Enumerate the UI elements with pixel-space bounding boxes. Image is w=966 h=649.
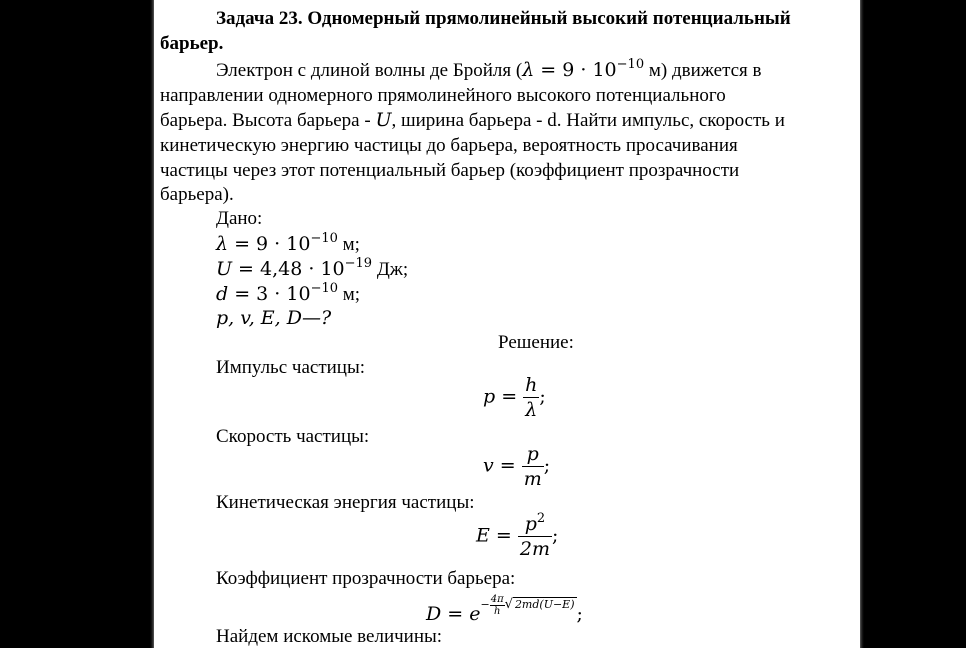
f3-lhs: E = [476, 524, 512, 547]
f1-num: h [525, 374, 538, 396]
find-values-label: Найдем искомые величины: [216, 626, 443, 647]
problem-line-2: направлении одномерного прямолинейного высокого потенциального [160, 85, 726, 106]
given-exp: −10 [310, 281, 338, 296]
problem-l1-post: ) движется в [660, 60, 762, 81]
problem-l1-eq: = 9 · 10 [534, 59, 617, 81]
f1-lhs: p = [483, 385, 518, 408]
given-unit: м; [338, 284, 361, 305]
f3-den: 2m [519, 538, 550, 560]
given-var: d [216, 283, 229, 305]
energy-label: Кинетическая энергия частицы: [216, 492, 475, 513]
given-find: p, v, E, D—? [216, 307, 332, 329]
f4-lhs: D = e [426, 603, 481, 625]
problem-l1-unit: м [644, 60, 661, 81]
f3-num-base: p [524, 513, 537, 535]
given-var: U [216, 258, 233, 280]
f2-tail: ; [543, 454, 551, 477]
given-unit: м; [337, 234, 360, 255]
f4-exp-fraction [490, 594, 505, 617]
problem-line-1 [216, 58, 762, 83]
given-exp: −19 [344, 256, 373, 271]
solution-label: Решение: [498, 332, 574, 353]
problem-line-4: кинетическую энергию частицы до барьера, вероятность просачивания [160, 135, 738, 156]
problem-l3-post: , ширина барьера - d. Найти импульс, скорость и [391, 110, 785, 131]
problem-l1-pre: Электрон с длиной волны де Бройля ( [216, 60, 523, 81]
f2-lhs: v = [483, 454, 516, 477]
problem-line-3 [160, 108, 785, 133]
f2-fraction [522, 442, 544, 491]
given-exp: −10 [310, 231, 338, 246]
given-var: λ [216, 233, 229, 255]
formula-velocity [483, 442, 550, 491]
problem-line-5: частицы через этот потенциальный барьер (коэффициент прозрачности [160, 160, 740, 181]
transparency-label: Коэффициент прозрачности барьера: [216, 568, 516, 589]
given-eq: = 3 · 10 [228, 283, 311, 305]
title-line-1: Задача 23. Одномерный прямолинейный высокий потенциальный [216, 8, 791, 29]
f2-den: m [523, 468, 542, 490]
problem-u-var: U [375, 109, 392, 131]
formula-momentum [483, 373, 546, 422]
given-eq: = 4,48 · 10 [232, 258, 345, 280]
f4-radicand: 2md(U−E) [514, 598, 575, 611]
given-unit: Дж; [372, 259, 409, 280]
f4-exp-sign: − [480, 598, 490, 611]
given-label: Дано: [216, 208, 263, 229]
velocity-label: Скорость частицы: [216, 426, 370, 447]
given-item-d [216, 282, 360, 307]
formula-energy [476, 512, 558, 561]
title-line-2: барьер. [160, 33, 224, 54]
f1-fraction [523, 373, 539, 422]
momentum-label: Импульс частицы: [216, 357, 366, 378]
problem-l3-pre: барьера. Высота барьера - [160, 110, 376, 131]
f3-tail: ; [552, 524, 559, 547]
left-letterbox [0, 0, 154, 648]
f3-num [518, 512, 552, 537]
sqrt-icon: √ [504, 597, 513, 612]
f4-exp-den: h [493, 605, 501, 617]
given-item-lambda [216, 232, 360, 257]
f2-num: p [522, 442, 544, 467]
f4-tail: ; [576, 603, 583, 625]
f3-num-exp: 2 [536, 511, 546, 526]
f4-exp-num: 4π [490, 593, 504, 605]
formula-transparency [426, 592, 583, 627]
f1-tail: ; [539, 385, 546, 408]
right-letterbox [860, 0, 966, 648]
f3-fraction [518, 512, 552, 561]
given-item-u [216, 257, 408, 282]
given-eq: = 9 · 10 [228, 233, 311, 255]
problem-lambda: λ [522, 59, 535, 81]
problem-l1-exp: −10 [616, 57, 645, 72]
problem-line-6: барьера). [160, 184, 234, 205]
f1-den: λ [525, 399, 538, 421]
document-content [160, 0, 860, 648]
f4-exponent [480, 592, 576, 617]
